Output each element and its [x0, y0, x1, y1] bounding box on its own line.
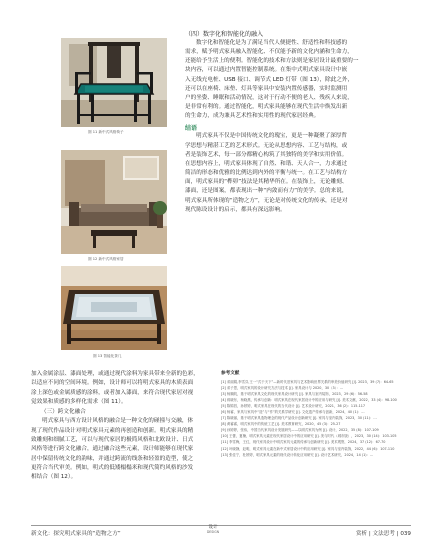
- digital-paragraph-line: 块内容，可以通过内置智能控制系统。在集中式明式家具设计中嵌: [185, 67, 348, 74]
- reference-item: [8] 黄睿睿，明式家具中的传统工艺 [J]. 美术教育研究，2020，45 (3)：25-27: [221, 422, 341, 427]
- section-title-conclusion: 结语: [185, 125, 198, 133]
- reference-item: [7] 陈晓丽，基于明式家具造物理念的现代产品设计创新研究 [J]. 家具与室内装饰，2023，30 (11)：...: [221, 416, 377, 421]
- digital-paragraph-line: 还能给予生活上的便利。智能化的技术和方法则是家居设计最重要的一: [185, 58, 359, 65]
- figure-13-caption: 图 13 智能化茶几: [93, 354, 122, 358]
- footer-journal-name: 设计: [208, 525, 218, 530]
- digital-paragraph-line: 还可以在座椅、床垫、灯具等家具中安装内置传感器，实时监测用: [185, 85, 348, 92]
- reference-item: [13] 张佳宁，杜婷婷，明式家具元素的现代设计转化应用研究 [J]. 设计艺术研究，2024，14 (1)：...: [221, 452, 374, 457]
- conclusion-paragraph-line: 者是装饰艺术，每一部分都精心构筑了其独特的美学和实用价值。: [185, 151, 348, 158]
- conclusion-paragraph-line: 学思想与精湛工艺的艺术形式。无论从思想内容、工艺与结构，或: [185, 142, 348, 149]
- reference-item: [3] 杨顺皖，基于明式家具文化的现代家具设计研究 [J]. 家具与室内装饰，2023，29 (6)：56-58: [221, 392, 368, 397]
- coating-paragraph-line: 涂上深色或金属质感的涂料，或者加入漆面，来符合现代家居对视: [31, 389, 194, 396]
- digital-paragraph-line: 的生命力，成为兼具艺术性和实用性的现代家居经典。: [185, 113, 320, 120]
- figure-11-caption: 图 11 新中式风格椅子: [88, 130, 124, 134]
- reference-item: [6] 杨睿，家具与家具中“造”与“作”的关系学研究 [J]. 文化遗产传承与创新，2024，40 (1)：...: [221, 410, 365, 415]
- footer-page-info: 赏析 | 文法思考 | 039: [355, 531, 411, 537]
- footer-article-title: 新文化：探究明式家具的“造物之方”: [31, 531, 121, 537]
- right-column: [185, 30, 395, 215]
- digital-paragraph-line: 是非常有利的。通过智能化，明式家具能够在现代生活中焕发出新: [185, 104, 348, 111]
- figure-living-room-photo: [61, 150, 167, 254]
- cross-culture-paragraph-line: 致雕刻和细腻工艺，可以与现代家居的极简风格和北欧设计、日式: [31, 437, 194, 444]
- cross-culture-paragraph-line: 明式家具与西方设计风格的融合是一种文化的碰撞与交融，体: [42, 418, 194, 425]
- cross-culture-paragraph-line: 现了现代作品设计对明式家具元素的再创造和创新。明式家具的精: [31, 427, 194, 434]
- references-section: [221, 370, 411, 458]
- digital-paragraph-line: 户的坐姿、睡眠和活动情况，这对于行动不便的老人、残疾人来说，: [185, 94, 353, 101]
- cross-culture-paragraph-line: 风格等进行跨文化融合，通过融合这些元素，设计师能够在现代家: [31, 446, 194, 453]
- paragraph-cross-culture: [31, 417, 204, 482]
- references-title: 参考文献: [221, 371, 240, 376]
- figure-smart-table-photo: [61, 266, 167, 350]
- left-bottom-column: [31, 370, 204, 483]
- reference-item: [10] 王蕾，夏楠，明式家具元素在现代家居设计中的应用研究 [J]. 美与时代（城市版），2023，30 (14)：103-105: [221, 434, 397, 439]
- digital-paragraph-line: 需求，赋予明式家具融入智能化、不仅能予新的文化内涵和生命力，: [185, 49, 353, 56]
- subheading-cross-culture: （三）跨文化融合: [41, 409, 86, 416]
- references-list: [221, 379, 411, 458]
- conclusion-paragraph-line: 简洁的形态和优雅的比例达到内外的平衡与统一。在工艺与结构方: [185, 170, 348, 177]
- reference-item: [9] 孙婷婷，张伟，中国当代家具设计发展研究——以明式家具为例 [J]. 设计，2022，35 (8)：107-109: [221, 428, 379, 433]
- cross-culture-paragraph-line: 居中保留传统文化的韵味，并通过跨流的线条和轻盈的造型，使之: [31, 455, 194, 462]
- living-room-illustration: [61, 150, 167, 254]
- coating-paragraph-line: 加入金属涂层、漆面处理，或通过现代涂料为家具带来全新的色彩，: [31, 371, 199, 377]
- coating-paragraph-line: 以适应不同的空间环境。例如，设计师可以将明式家具的木质表面: [31, 380, 194, 387]
- reference-item: [12] 叶晓静，赵明，明式家具元素在新中式家居设计中的应用研究 [J]. 家具与室内装饰，2022，44 (6)：107-110: [221, 446, 395, 451]
- paragraph-digital: [185, 39, 395, 121]
- figure-12-caption: 图 12 新中式风格家居: [88, 257, 124, 261]
- figure-chair-photo: [61, 38, 167, 127]
- digital-paragraph-line: 数字化和智能化是为了满足当代人便捷性、舒适性和科技感的: [196, 40, 348, 46]
- conclusion-paragraph-line: 明式家具所体现的“造物之方”，无论是对传统文化的传承，还是对: [185, 197, 348, 204]
- conclusion-paragraph-line: 漆面，还是图案，都表现出一种“内敛而有力”的美学。总的来说，: [185, 188, 348, 195]
- chair-illustration: [61, 38, 167, 127]
- conclusion-paragraph-line: 在思想内容上，明式家具体现了自然、和谐、天人合一，力求通过: [185, 160, 348, 167]
- conclusion-paragraph-line: 现代陈设设计的启示，都具有深远影响。: [185, 206, 286, 213]
- reference-item: [5] 陈锦昌，孙婷婷，明式家具在现代的当代设计 [J]. 艺术设计研究，2021，36 (2)：115-117: [221, 404, 366, 409]
- smart-table-illustration: [61, 266, 167, 350]
- reference-item: [1] 邓丽娟,李雪芬,王一“式于天下”—新时代旧家具与艺术影响世界关系的审美价值研究 [J]. 2023，39 (7)：64-65: [221, 380, 394, 384]
- cross-culture-paragraph-line: 更符合当代审美。例如，明式的低矮榻榻米和现代简约风格的沙发: [31, 464, 194, 471]
- conclusion-paragraph-line: 明式家具不仅是中国传统文化的瑰宝，更是一种凝聚了深厚哲: [196, 133, 348, 140]
- paragraph-conclusion: [185, 132, 395, 214]
- conclusion-paragraph-line: 面，明式家具的“榫卯”技法是其精华所在。在装饰上，无论雕刻、: [185, 179, 348, 186]
- reference-item: [11] 李雪梅，王红，现代家具设计中明式家具元素的传承与创新研究 [J]. 美术观察，2024，37 (12)：67-70: [221, 440, 386, 445]
- cross-culture-paragraph-line: 相结合（图 12）。: [31, 474, 77, 481]
- footer-journal-logo: [200, 524, 226, 534]
- footer-journal-subtitle: DESIGN: [206, 530, 220, 534]
- section-heading-digital: （四）数字化和智能化的融入: [185, 31, 264, 38]
- paragraph-coating: [31, 370, 204, 407]
- reference-item: [2] 邓子思，明式家具的设计研究方法与技术 [J]. 家具设计与 2020，30（3）：...: [221, 386, 344, 391]
- coating-paragraph-line: 觉效果和质感的多样化需求（图 11）。: [31, 398, 127, 405]
- digital-paragraph-line: 入无线充电桩、USB 接口、调节式 LED 灯带（图 13），除此之外，: [185, 76, 354, 83]
- reference-item: [4] 蒋晓东，杨晓燕，传承与创新：明式家具在现代家居设计中的应用与研究 [J]. 美术文献，2022，33 (4)：98-100: [221, 398, 397, 403]
